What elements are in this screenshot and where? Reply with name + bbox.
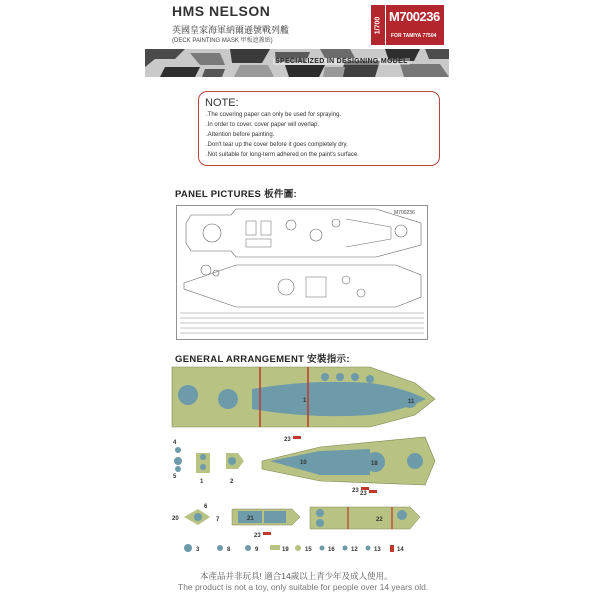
part-label: 12 (351, 547, 358, 553)
product-code: M700236 (389, 9, 440, 24)
panel-heading: PANEL PICTURES 板件圖: (175, 189, 297, 200)
arr-label: 1 (303, 398, 307, 404)
scale-badge (371, 5, 385, 45)
part-label: 5 (173, 474, 177, 480)
part-label: 7 (216, 517, 220, 523)
note-line: .In order to cover, cover paper will overlap. (206, 122, 320, 128)
note-line: .The covering paper can only be used for spraying. (206, 112, 342, 118)
sheet-code: M700236 (394, 210, 415, 216)
part-label: 19 (282, 547, 289, 553)
arr-label: 18 (371, 461, 378, 467)
note-line: .Not suitable for long-term adhered on the paint's surface. (206, 152, 359, 158)
note-heading: NOTE: (205, 97, 239, 109)
part-label: 15 (305, 547, 312, 553)
note-line: .Don't tear up the cover before it goes completely dry. (206, 142, 348, 148)
part-label: 2 (230, 479, 234, 485)
product-title: HMS NELSON (172, 3, 271, 19)
scale-text: 1/700 (374, 16, 382, 34)
arr-label: 23 (352, 488, 359, 494)
arr-label: 10 (300, 460, 307, 466)
footer-warning-english: The product is not a toy, only suitable for people over 14 years old. (178, 582, 429, 592)
arr-label: 22 (376, 517, 383, 523)
arrangement-drawing (170, 365, 440, 565)
arr-label: 23 (254, 533, 261, 539)
part-label: 14 (397, 547, 404, 553)
arr-label: 11 (408, 399, 415, 405)
panel-sheet-drawing (176, 205, 428, 340)
part-label: 1 (200, 479, 204, 485)
product-title-chinese: 英國皇家海軍納爾遜號戰列艦 (172, 25, 290, 35)
kit-reference: FOR TAMIYA 77504 (391, 33, 437, 39)
part-label: 4 (173, 440, 177, 446)
arr-label: 23 (360, 491, 367, 497)
part-label: 8 (227, 547, 231, 553)
arrangement-heading: GENERAL ARRANGEMENT 安裝指示: (175, 354, 350, 365)
footer-warning-chinese: 本產品并非玩具! 適合14歲以上青少年及成人使用。 (200, 571, 393, 581)
part-label: 9 (255, 547, 259, 553)
part-label: 13 (374, 547, 381, 553)
part-label: 3 (196, 547, 200, 553)
banner-text: SPECIALIZED IN DESIGNING MODEL (275, 58, 408, 65)
part-label: 16 (328, 547, 335, 553)
part-label: 20 (172, 516, 179, 522)
arr-label: 21 (247, 516, 254, 522)
product-subtitle: (DECK PAINTING MASK 甲板遮蓋紙) (172, 38, 273, 44)
part-label: 6 (204, 504, 208, 510)
arr-label: 23 (284, 437, 291, 443)
note-line: .Attention before painting. (206, 132, 275, 138)
product-code-badge (386, 5, 444, 45)
